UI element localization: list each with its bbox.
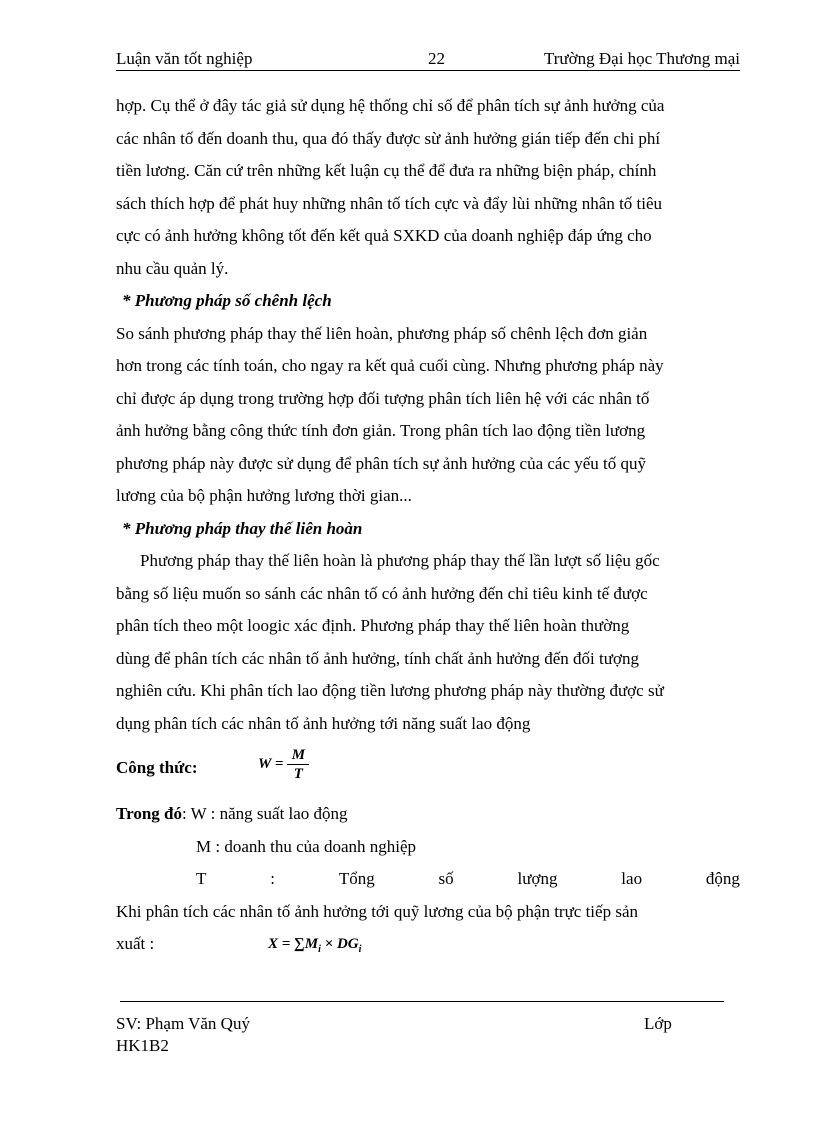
spread-word: lao xyxy=(621,869,643,888)
text-line: nghiên cứu. Khi phân tích lao động tiền lương phương pháp này thường được sử xyxy=(116,681,664,700)
where-item-t xyxy=(196,863,740,896)
spread-word: T xyxy=(196,869,207,888)
text-line: lương của bộ phận hưởng lương thời gian... xyxy=(116,486,412,505)
formula-productivity xyxy=(116,746,740,798)
fraction xyxy=(287,746,309,783)
footer-divider xyxy=(120,1001,724,1002)
where-item-w: : W : năng suất lao động xyxy=(181,804,348,823)
text-line: dùng để phân tích các nhân tố ảnh hưởng, tính chất ảnh hưởng đến đối tượng xyxy=(116,648,639,668)
text-line: phân tích theo một loogic xác định. Phương pháp thay thế liên hoàn thường xyxy=(116,616,630,635)
spread-word: : xyxy=(270,869,275,888)
text-line: hơn trong các tính toán, cho ngay ra kết quả cuối cùng. Nhưng phương pháp này xyxy=(116,356,664,375)
page-header xyxy=(116,48,740,71)
page-body xyxy=(116,90,740,960)
text-line: tiền lương. Căn cứ trên những kết luận cụ thể để đưa ra những biện pháp, chính xyxy=(116,161,657,180)
text-line: các nhân tố đến doanh thu, qua đó thấy được sừ ảnh hưởng gián tiếp đến chi phí xyxy=(116,128,661,148)
fraction-denominator: T xyxy=(293,766,303,782)
formula-x-sum xyxy=(268,928,361,966)
formula-label: Công thức: xyxy=(116,758,198,777)
text-line: chỉ được áp dụng trong trường hợp đối tượng phân tích liên hệ với các nhân tố xyxy=(116,388,650,408)
formula-lhs: W = xyxy=(258,756,284,772)
formula2-dg: DG xyxy=(336,936,359,952)
text-line: ảnh hưởng bằng công thức tính đơn giản. Trong phân tích lao động tiền lương xyxy=(116,421,646,440)
fraction-numerator: M xyxy=(291,747,306,763)
footer-class-label: Lớp xyxy=(644,1014,672,1033)
where-line-t xyxy=(116,863,740,896)
text-line: dụng phân tích các nhân tố ảnh hưởng tới năng suất lao động xyxy=(116,713,531,733)
footer-student-name: SV: Phạm Văn Quý xyxy=(116,1014,250,1033)
text-line: hợp. Cụ thể ở đây tác giả sử dụng hệ thống chỉ số để phân tích sự ảnh hưởng của xyxy=(116,96,665,115)
spread-word: số xyxy=(438,869,454,888)
where-label: Trong đó xyxy=(116,804,182,823)
header-thesis-title: Luận văn tốt nghiệp xyxy=(116,49,253,68)
header-university: Trường Đại học Thương mại xyxy=(543,49,740,68)
text-line: sách thích hợp để phát huy những nhân tố tích cực và đẩy lùi những nhân tố tiêu xyxy=(116,193,663,213)
where-line-m xyxy=(116,831,740,864)
formula2-sub-i: i xyxy=(318,944,321,955)
formula2-times: × xyxy=(320,936,337,952)
section-heading-difference-method: * Phương pháp số chênh lệch xyxy=(122,291,332,310)
text-line: So sánh phương pháp thay thế liên hoàn, phương pháp số chênh lệch đơn giản xyxy=(116,323,648,343)
formula-wage-fund xyxy=(116,928,740,960)
text-line: cực có ảnh hưởng không tốt đến kết quả SXKD của doanh nghiệp đáp ứng cho xyxy=(116,226,652,245)
text-line: bằng số liệu muốn so sánh các nhân tố có ảnh hưởng đến chỉ tiêu kinh tế được xyxy=(116,583,648,603)
formula-w-equals-m-over-t xyxy=(258,746,309,783)
text-line: phương pháp này được sử dụng để phân tích sự ảnh hưởng của các yếu tố quỹ xyxy=(116,453,647,473)
formula2-sub-i: i xyxy=(358,944,362,955)
paragraph-1 xyxy=(116,90,740,285)
where-item-m: M : doanh thu của doanh nghiệp xyxy=(196,836,417,856)
paragraph-3 xyxy=(116,545,740,740)
footer-class-value: HK1B2 xyxy=(116,1036,169,1055)
spread-word: động xyxy=(705,869,740,888)
page-number: 22 xyxy=(428,49,445,68)
formula2-lhs: X = ∑ xyxy=(268,936,305,952)
text-line: nhu cầu quản lý. xyxy=(116,258,229,278)
formula2-m: M xyxy=(304,936,319,952)
text-line: Khi phân tích các nhân tố ảnh hưởng tới quỹ lương của bộ phận trực tiếp sản xyxy=(116,901,638,921)
formula2-label: xuất : xyxy=(116,934,155,953)
paragraph-2 xyxy=(116,318,740,513)
text-line: Phương pháp thay thế liên hoàn là phương pháp thay thế lần lượt số liệu gốc xyxy=(140,551,660,570)
section-heading-chain-substitution: * Phương pháp thay thế liên hoàn xyxy=(122,518,363,538)
spread-word: Tổng xyxy=(338,869,375,888)
spread-word: lượng xyxy=(517,869,558,888)
where-line-w xyxy=(116,798,740,831)
